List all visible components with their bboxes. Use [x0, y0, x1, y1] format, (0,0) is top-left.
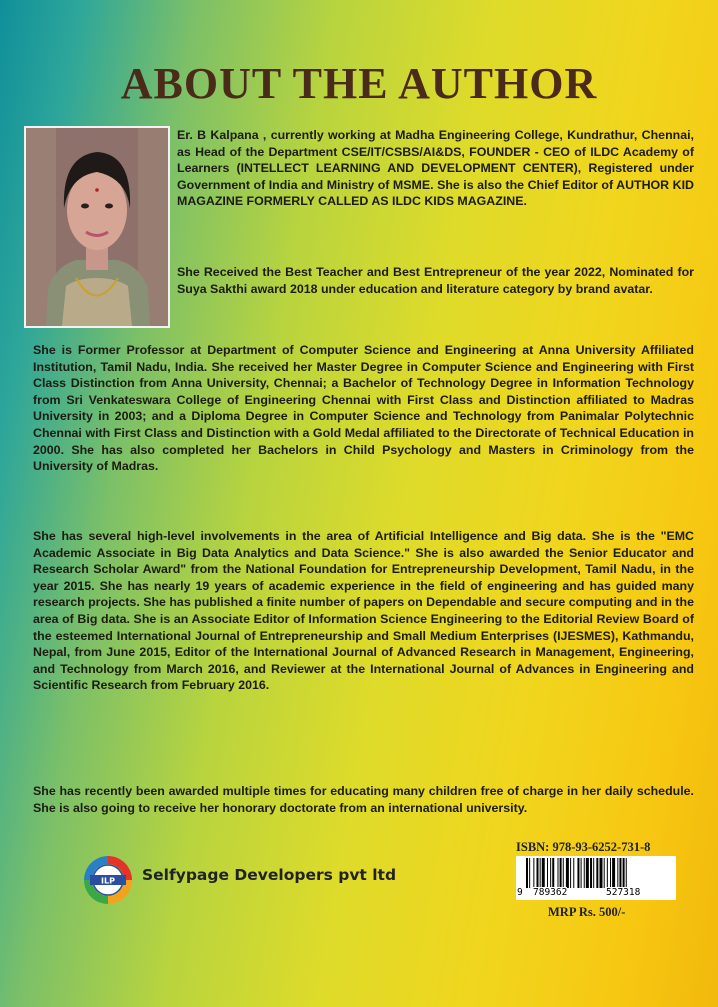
barcode-left-digits: 789362 — [533, 887, 568, 898]
publisher-logo — [80, 852, 136, 908]
recognition-paragraph: She has recently been awarded multiple times for educating many children free of charge in her daily schedule. She is also going to receive her honorary doctorate from an international university. — [33, 784, 694, 815]
education-paragraph: She is Former Professor at Department of Computer Science and Engineering at Anna University Affiliated Institution, Tamil Nadu, India. She received her Master Degree in Computer Science and Engineering with First Class Distinction from Anna University, Chennai; a Bachelor of Technology Degree in Information Technology from Sri Venkateswara College of Engineering Chennai with First Class and Distinction affiliated to Madras University in 2003; and a Diploma Degree in Computer Science and Technology from Panimalar Polytechnic Chennai with First Class and Distinction with a Gold Medal affiliated to the Directorate of Technical Education in 2000. She has also completed her Bachelors in Child Psychology and Masters in Criminology from the University of Madras. — [33, 343, 694, 474]
publisher-logo-text: ILP — [101, 876, 115, 886]
isbn-barcode — [516, 856, 676, 900]
author-portrait — [24, 126, 170, 328]
author-intro-paragraph: Er. B Kalpana , currently working at Madha Engineering College, Kundrathur, Chennai, as Head of the Department CSE/IT/CSBS/AI&DS, FOUNDER - CEO of ILDC Academy of Learners (INTELLECT LEARNING AND DEVELOPMENT CENTER), Registered under Government of India and Ministry of MSME. She is also the Chief Editor of AUTHOR KID MAGAZINE FORMERLY CALLED AS ILDC KIDS MAGAZINE. — [177, 128, 694, 209]
awards-paragraph: She Received the Best Teacher and Best Entrepreneur of the year 2022, Nominated for Suya Sakthi award 2018 under education and literature category by brand avatar. — [177, 265, 694, 296]
price-label: MRP Rs. 500/- — [548, 905, 626, 919]
page-title: ABOUT THE AUTHOR — [120, 59, 598, 108]
research-paragraph: She has several high-level involvements in the area of Artificial Intelligence and Big data. She is the "EMC Academic Associate in Big Data Analytics and Data Science." She is also awarded the Senior Educator and Research Scholar Award" from the National Foundation for Entrepreneurship Development, Tamil Nadu, in the year 2015. She has nearly 19 years of academic experience in the field of engineering and has guided many research projects. She has published a finite number of papers on Dependable and secure computing and in the area of Big data. She is an Associate Editor of Information Science Engineering to the Editorial Review Board of the esteemed International Journal of Entrepreneurship and Small Medium Enterprises (IJESMES), Kathmandu, Nepal, from June 2015, Editor of the International Journal of Advanced Research in Management, Engineering, and Technology from March 2016, and Reviewer at the International Journal of Advances in Engineering and Scientific Research from February 2016. — [33, 529, 694, 693]
publisher-name: Selfypage Developers pvt ltd — [142, 866, 397, 884]
barcode-icon — [526, 858, 672, 888]
author-portrait-icon — [26, 128, 168, 326]
barcode-right-digits: 527318 — [606, 887, 641, 898]
isbn-label: ISBN: 978-93-6252-731-8 — [516, 840, 651, 854]
publisher-logo-icon — [80, 852, 136, 908]
barcode-lead-digit: 9 — [517, 887, 523, 898]
